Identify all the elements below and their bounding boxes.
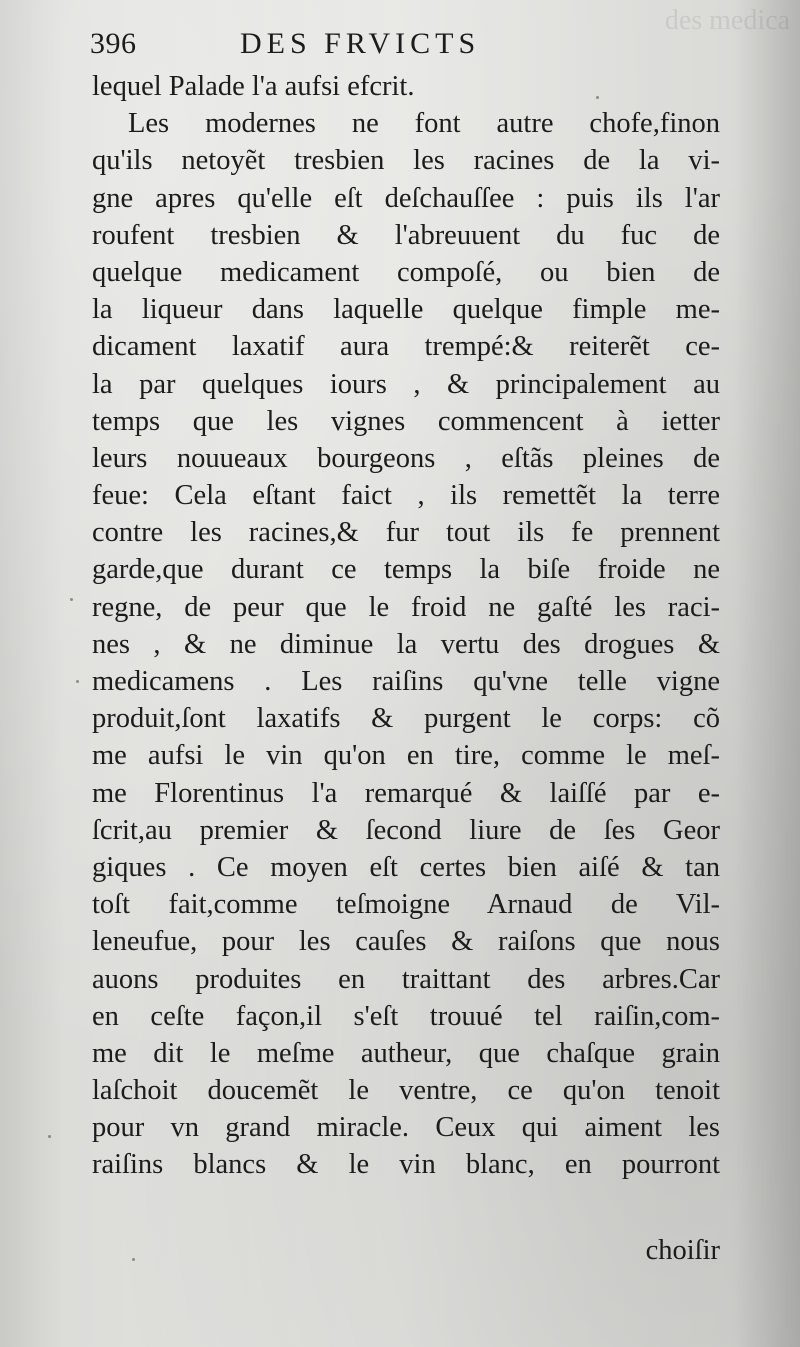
ink-speck	[76, 680, 79, 683]
text-line: qu'ils netoyẽt tresbien les racines de la vi-	[92, 145, 720, 177]
ink-speck	[48, 1135, 51, 1138]
text-line: lequel Palade l'a aufsi efcrit.	[92, 71, 415, 102]
text-line: contre les racines,& fur tout ils fe prennent	[92, 517, 720, 549]
text-line: roufent tresbien & l'abreuuent du fuc de	[92, 219, 720, 251]
text-line: ſcrit,au premier & ſecond liure de ſes Geor	[92, 814, 720, 846]
ink-speck	[70, 598, 73, 601]
text-line: me dit le meſme autheur, que chaſque grain	[92, 1037, 720, 1069]
text-line: regne, de peur que le froid ne gaſté les raci-	[92, 591, 720, 623]
page-header	[90, 22, 730, 66]
ink-speck	[132, 1258, 135, 1261]
text-line: me Florentinus l'a remarqué & laiſſé par e-	[92, 777, 720, 809]
text-line: garde,que durant ce temps la biſe froide ne	[92, 554, 720, 586]
text-line: Les modernes ne font autre chofe,finon	[128, 108, 720, 140]
text-line: quelque medicament compoſé, ou bien de	[92, 256, 720, 288]
ink-speck	[596, 96, 599, 99]
body-text	[92, 68, 720, 1184]
text-line: produit,ſont laxatifs & purgent le corps: cõ	[92, 703, 720, 735]
text-line: pour vn grand miracle. Ceux qui aiment les	[92, 1112, 720, 1144]
text-line: leneufue, pour les cauſes & raiſons que nous	[92, 926, 720, 958]
text-line: auons produites en traittant des arbres.Car	[92, 963, 720, 995]
bleed-through-label: des medica	[664, 5, 790, 36]
page-number: 396	[90, 27, 137, 60]
text-line: temps que les vignes commencent à ietter	[92, 405, 720, 437]
text-line: leurs nouueaux bourgeons , eſtãs pleines de	[92, 442, 720, 474]
page-edge-shadow	[730, 0, 800, 1347]
text-line: gne apres qu'elle eſt deſchauſſee : puis ils l'ar	[92, 182, 720, 214]
text-line: laſchoit doucemẽt le ventre, ce qu'on tenoit	[92, 1075, 720, 1107]
text-line: toſt fait,comme teſmoigne Arnaud de Vil-	[92, 889, 720, 921]
catchword: choiſir	[645, 1235, 720, 1266]
text-line: feue: Cela eſtant faict , ils remettẽt la terre	[92, 480, 720, 512]
running-title: DES FRVICTS	[240, 27, 481, 60]
text-line: raiſins blancs & le vin blanc, en pourront	[92, 1149, 720, 1181]
text-line: giques . Ce moyen eſt certes bien aiſé & tan	[92, 851, 720, 883]
text-line: la liqueur dans laquelle quelque fimple me-	[92, 294, 720, 326]
text-line: medicamens . Les raiſins qu'vne telle vigne	[92, 666, 720, 697]
text-line: me aufsi le vin qu'on en tire, comme le meſ-	[92, 740, 720, 772]
text-line: dicament laxatif aura trempé:& reiterẽt ce-	[92, 331, 720, 363]
text-line: la par quelques iours , & principalement au	[92, 368, 720, 400]
text-line: nes , & ne diminue la vertu des drogues &	[92, 628, 720, 660]
text-line: en ceſte façon,il s'eſt trouué tel raiſin,com-	[92, 1000, 720, 1032]
